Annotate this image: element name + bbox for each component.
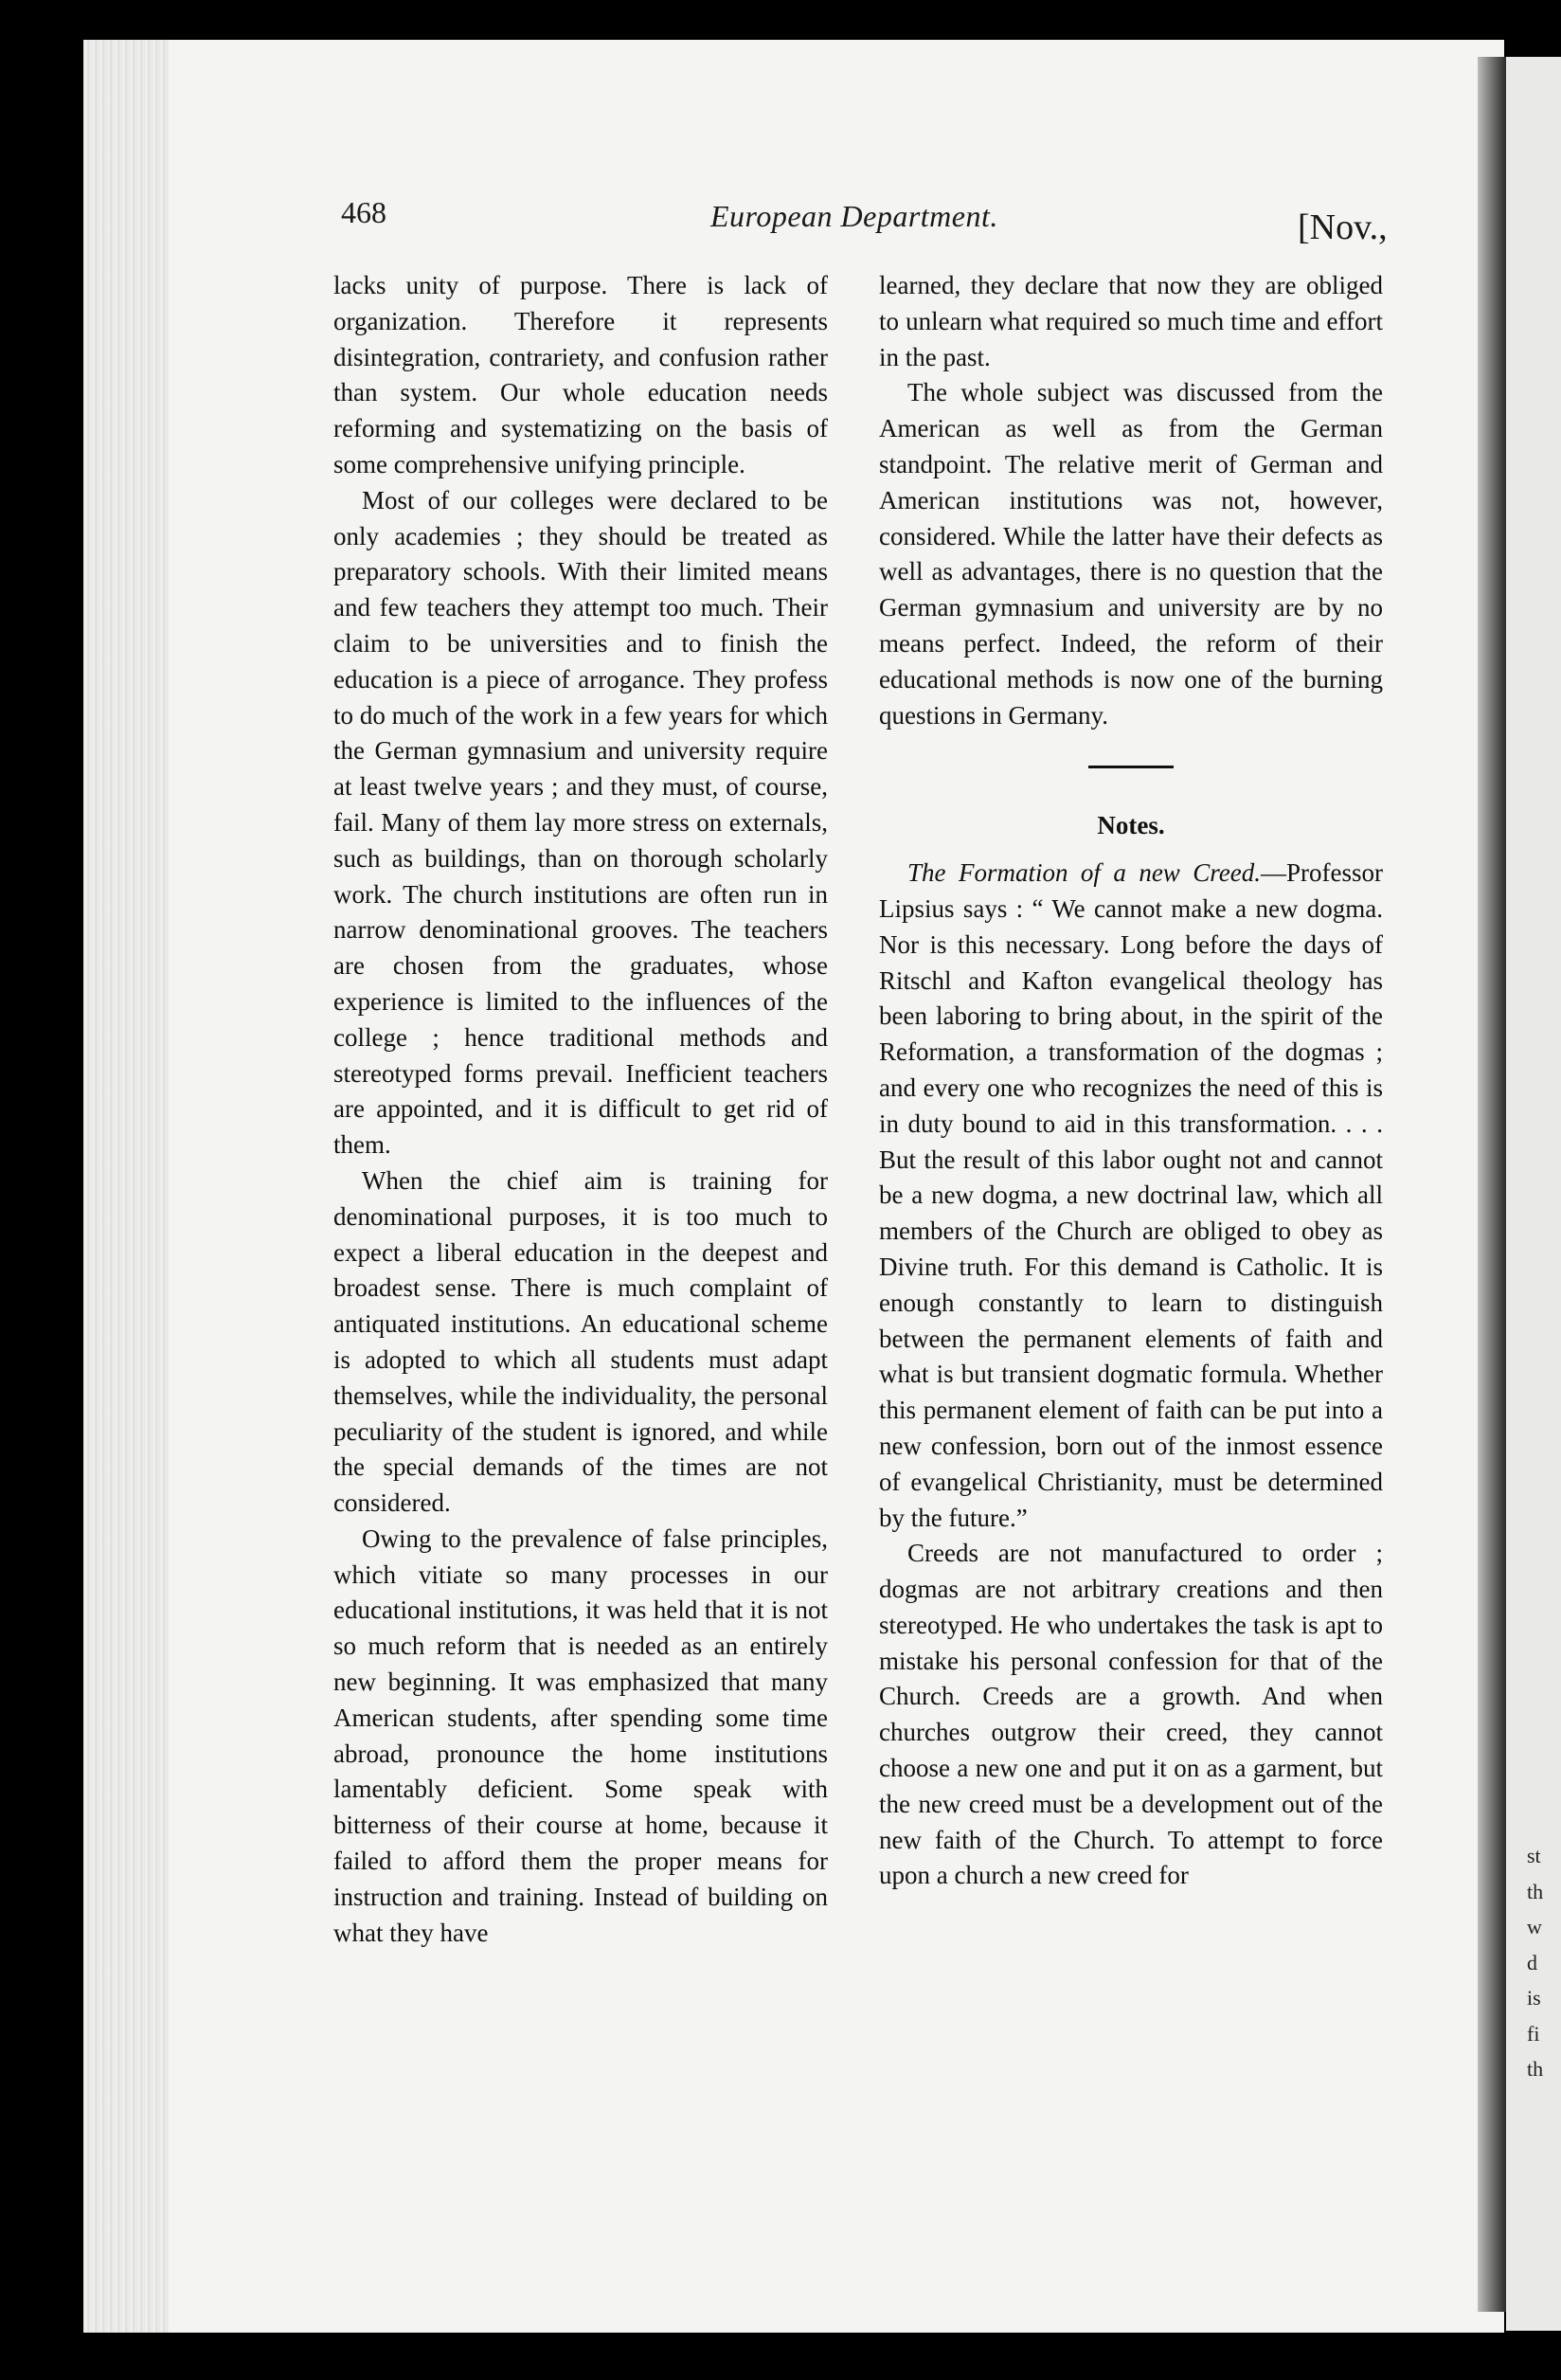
right-column [879, 268, 1383, 1894]
paragraph: Creeds are not manufactured to order ; dogmas are not arbitrary creations and then stereotyped. He who undertakes the task is apt to mistake his personal confession for that of the Church. Creeds are a growth. And when churches outgrow their creed, they cannot choose a new one and put it on as a garment, but the new creed must be a development out of the new faith of the Church. To attempt to force upon a church a new creed for [879, 1539, 1383, 1890]
facing-fragment: w [1527, 1915, 1542, 1938]
facing-fragment: th [1527, 2057, 1544, 2081]
facing-fragment: st [1527, 1844, 1541, 1867]
facing-fragment: fi [1527, 2021, 1540, 2046]
book-gutter [1478, 57, 1506, 2312]
paragraph: The whole subject was discussed from the American as well as from the German standpoint. The relative merit of German and American institutions was not, however, considered. While the latter have their defects as well as advantages, there is no question that the German gymnasium and university are by no means perfect. Indeed, the reform of their educational methods is now one of the burning questions in Germany. [879, 378, 1383, 730]
running-date: [Nov., [1298, 207, 1388, 247]
page-header [341, 189, 1402, 256]
note-paragraph [879, 856, 1383, 1536]
section-divider [1088, 766, 1174, 768]
note-text: —Professor Lipsius says : “ We cannot make a new dogma. Nor is this necessary. Long before the days of Ritschl and Kafton evangelical theology has been laboring to bring about, in the spirit of the Reformation, a transformation of the dogmas ; and every one who recognizes the need of this is in duty bound to aid in this transformation. . . . But the result of this labor ought not and cannot be a new dogma, a new doctrinal law, which all members of the Church are obliged to obey as Divine truth. For this demand is Catholic. It is enough constantly to learn to distinguish between the permanent elements of faith and what is but transient dogmatic formula. Whether this permanent element of faith can be put into a new confession, born out of the inmost essence of evangelical Christianity, must be determined by the future.” [879, 858, 1383, 1532]
page-edges [83, 40, 169, 2333]
paragraph: Most of our colleges were declared to be only academies ; they should be treated as preparatory schools. With their limited means and few teachers they attempt too much. Their claim to be universities and to finish the education is a piece of arrogance. They profess to do much of the work in a few years for which the German gymnasium and university require at least twelve years ; and they must, of course, fail. Many of them lay more stress on externals, such as buildings, than on thorough scholarly work. The church institutions are often run in narrow denominational grooves. The teachers are chosen from the graduates, whose experience is limited to the influences of the college ; hence traditional methods and stereotyped forms prevail. Inefficient teachers are appointed, and it is difficult to get rid of them. [333, 485, 828, 1160]
running-title: European Department. [710, 199, 998, 233]
note-title: The Formation of a new Creed. [907, 858, 1261, 888]
paragraph: learned, they declare that now they are obliged to unlearn what required so much time and effort in the past. [879, 271, 1383, 371]
facing-fragment: is [1527, 1986, 1541, 2010]
facing-fragment: th [1527, 1879, 1544, 1903]
notes-heading: Notes. [1097, 811, 1165, 840]
paragraph: lacks unity of purpose. There is lack of organization. Therefore it represents disintegration, contrariety, and confusion rather than system. Our whole education needs reforming and systematizing on the basis of some comprehensive unifying principle. [333, 271, 828, 478]
paragraph: When the chief aim is training for denominational purposes, it is too much to expect a liberal education in the deepest and broadest sense. There is much complaint of antiquated institutions. An educational scheme is adopted to which all students must adapt themselves, while the individuality, the personal peculiarity of the student is ignored, and while the special demands of the times are not considered. [333, 1165, 828, 1518]
left-column [333, 268, 828, 1951]
facing-fragment: d [1527, 1950, 1537, 1974]
page-number: 468 [341, 195, 386, 229]
paragraph: Owing to the prevalence of false principles, which vitiate so many processes in our educational institutions, it was held that it is not so much reform that is needed as an entirely new beginning. It was emphasized that many American students, after spending some time abroad, pronounce the home institutions lamentably deficient. Some speak with bitterness of their course at home, because it failed to afford them the proper means for instruction and training. Instead of building on what they have [333, 1524, 828, 1947]
facing-page-text [1527, 1838, 1561, 2087]
